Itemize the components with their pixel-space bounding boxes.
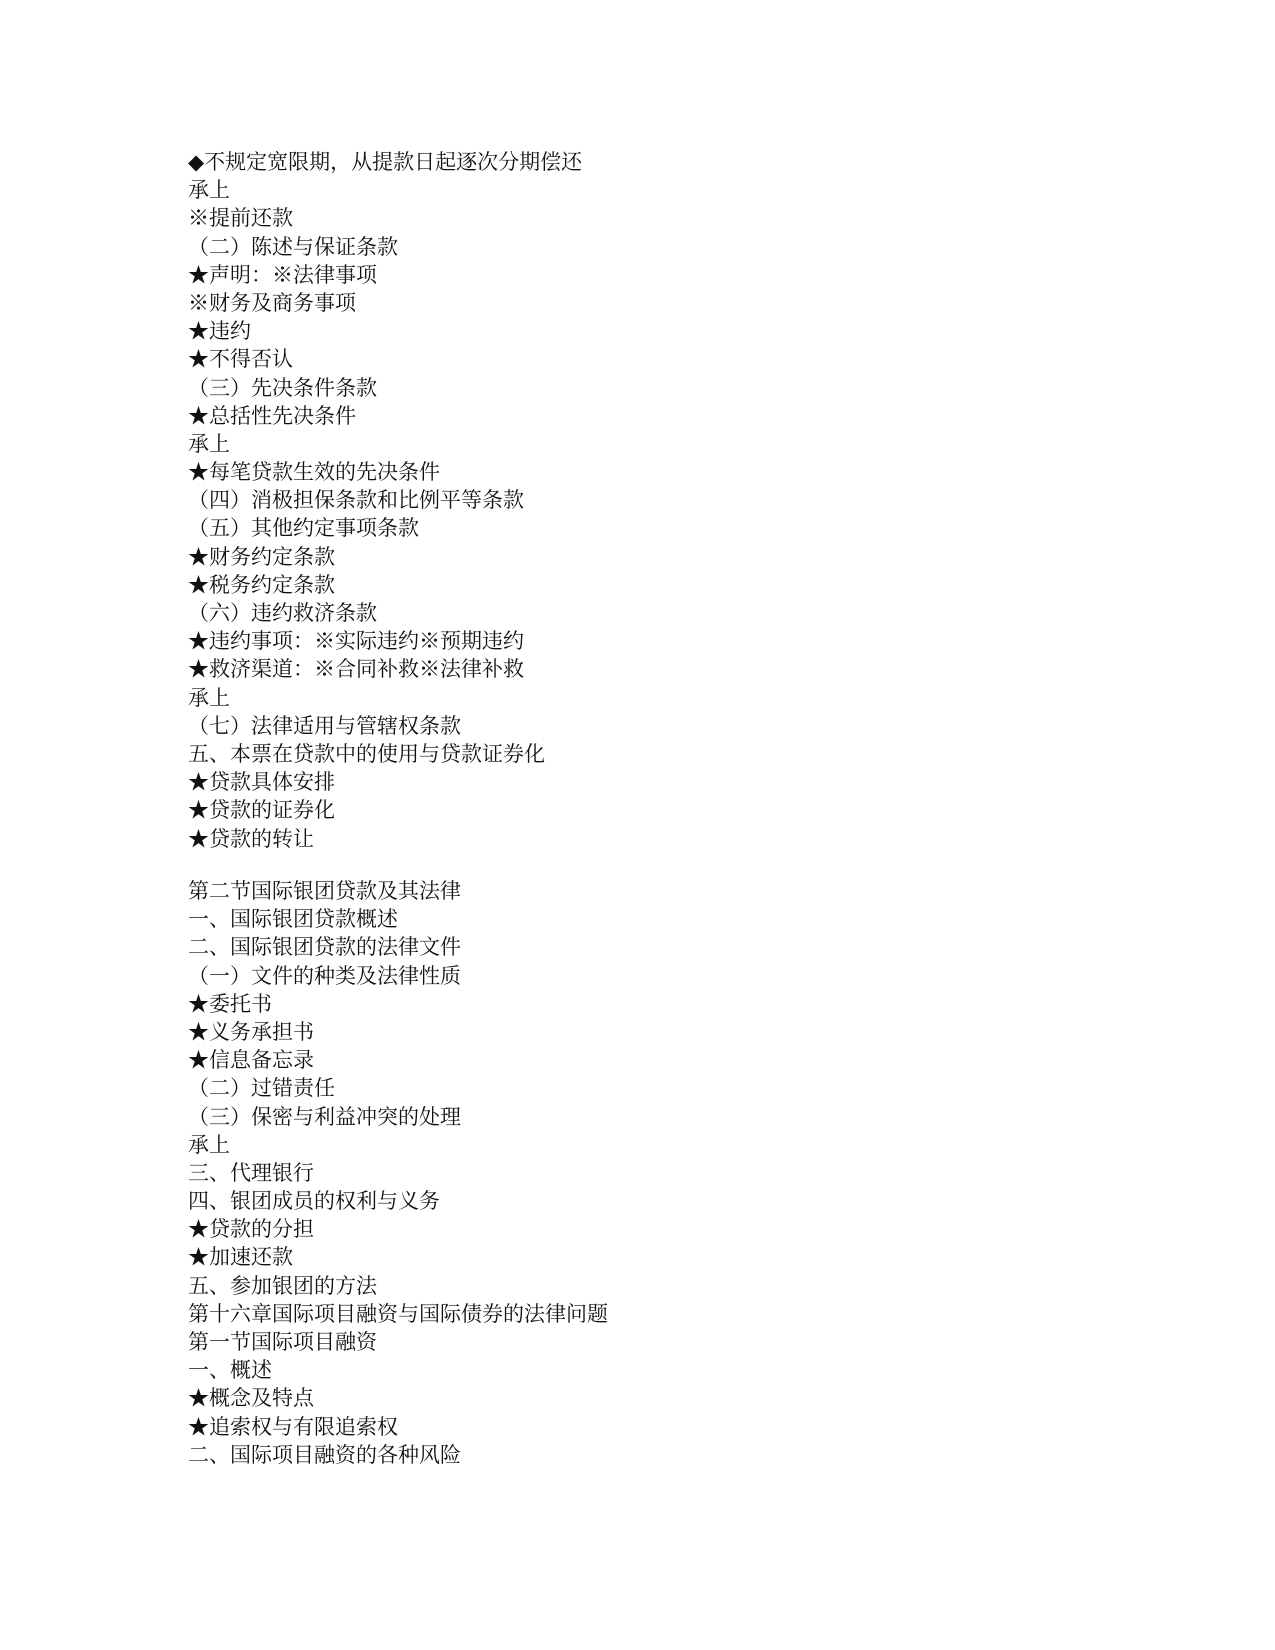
text-line: ★加速还款 — [188, 1245, 293, 1270]
text-line: ★每笔贷款生效的先决条件 — [188, 460, 440, 485]
text-line: ★贷款的转让 — [188, 826, 314, 851]
text-line: 承上 — [188, 1132, 230, 1157]
text-line: （七）法律适用与管辖权条款 — [188, 713, 461, 738]
text-line: 第一节国际项目融资 — [188, 1330, 377, 1354]
text-line: ★不得否认 — [188, 347, 293, 372]
text-line: ★贷款具体安排 — [188, 770, 335, 795]
text-line: 四、银团成员的权利与义务 — [188, 1189, 440, 1214]
text-line: ★贷款的证券化 — [188, 798, 335, 823]
text-line: ★概念及特点 — [188, 1386, 314, 1411]
text-line: 一、概述 — [188, 1358, 272, 1383]
text-line: ★违约 — [188, 319, 251, 344]
text-line: ★财务约定条款 — [188, 544, 335, 569]
text-line: 二、国际银团贷款的法律文件 — [188, 935, 461, 960]
text-line: 三、代理银行 — [188, 1160, 314, 1185]
text-line: ★追索权与有限追索权 — [188, 1414, 398, 1439]
text-line: （四）消极担保条款和比例平等条款 — [188, 488, 524, 513]
text-block-upper — [188, 148, 1088, 853]
text-line: ★委托书 — [188, 991, 272, 1016]
text-line: （一）文件的种类及法律性质 — [188, 963, 461, 988]
text-line: 五、参加银团的方法 — [188, 1273, 377, 1298]
text-block-lower — [188, 877, 1088, 1469]
text-line: 五、本票在贷款中的使用与贷款证券化 — [188, 741, 545, 766]
text-line: ★税务约定条款 — [188, 572, 335, 597]
text-line: （二）陈述与保证条款 — [188, 234, 398, 259]
text-line: ★信息备忘录 — [188, 1048, 314, 1073]
text-line: ★救济渠道：※合同补救※法律补救 — [188, 657, 524, 682]
text-line: （三）先决条件条款 — [188, 375, 377, 400]
text-line: 承上 — [188, 178, 230, 203]
text-line: （三）保密与利益冲突的处理 — [188, 1104, 461, 1129]
text-line: 承上 — [188, 685, 230, 710]
text-line: 二、国际项目融资的各种风险 — [188, 1442, 461, 1467]
text-line: （二）过错责任 — [188, 1076, 335, 1101]
text-line: ◆不规定宽限期，从提款日起逐次分期偿还 — [188, 150, 583, 174]
text-line: ★义务承担书 — [188, 1019, 314, 1044]
text-line: ★声明：※法律事项 — [188, 262, 377, 287]
text-line: （六）违约救济条款 — [188, 601, 377, 625]
text-line: ★总括性先决条件 — [188, 403, 356, 428]
text-line: ※提前还款 — [188, 206, 293, 231]
text-line: 一、国际银团贷款概述 — [188, 907, 398, 932]
text-line: 第二节国际银团贷款及其法律 — [188, 879, 461, 903]
text-line: 承上 — [188, 431, 230, 456]
text-line: ※财务及商务事项 — [188, 290, 356, 315]
text-line: ★贷款的分担 — [188, 1217, 314, 1242]
text-line: ★违约事项：※实际违约※预期违约 — [188, 629, 524, 654]
text-line: 第十六章国际项目融资与国际债券的法律问题 — [188, 1301, 608, 1326]
text-line: （五）其他约定事项条款 — [188, 516, 419, 541]
